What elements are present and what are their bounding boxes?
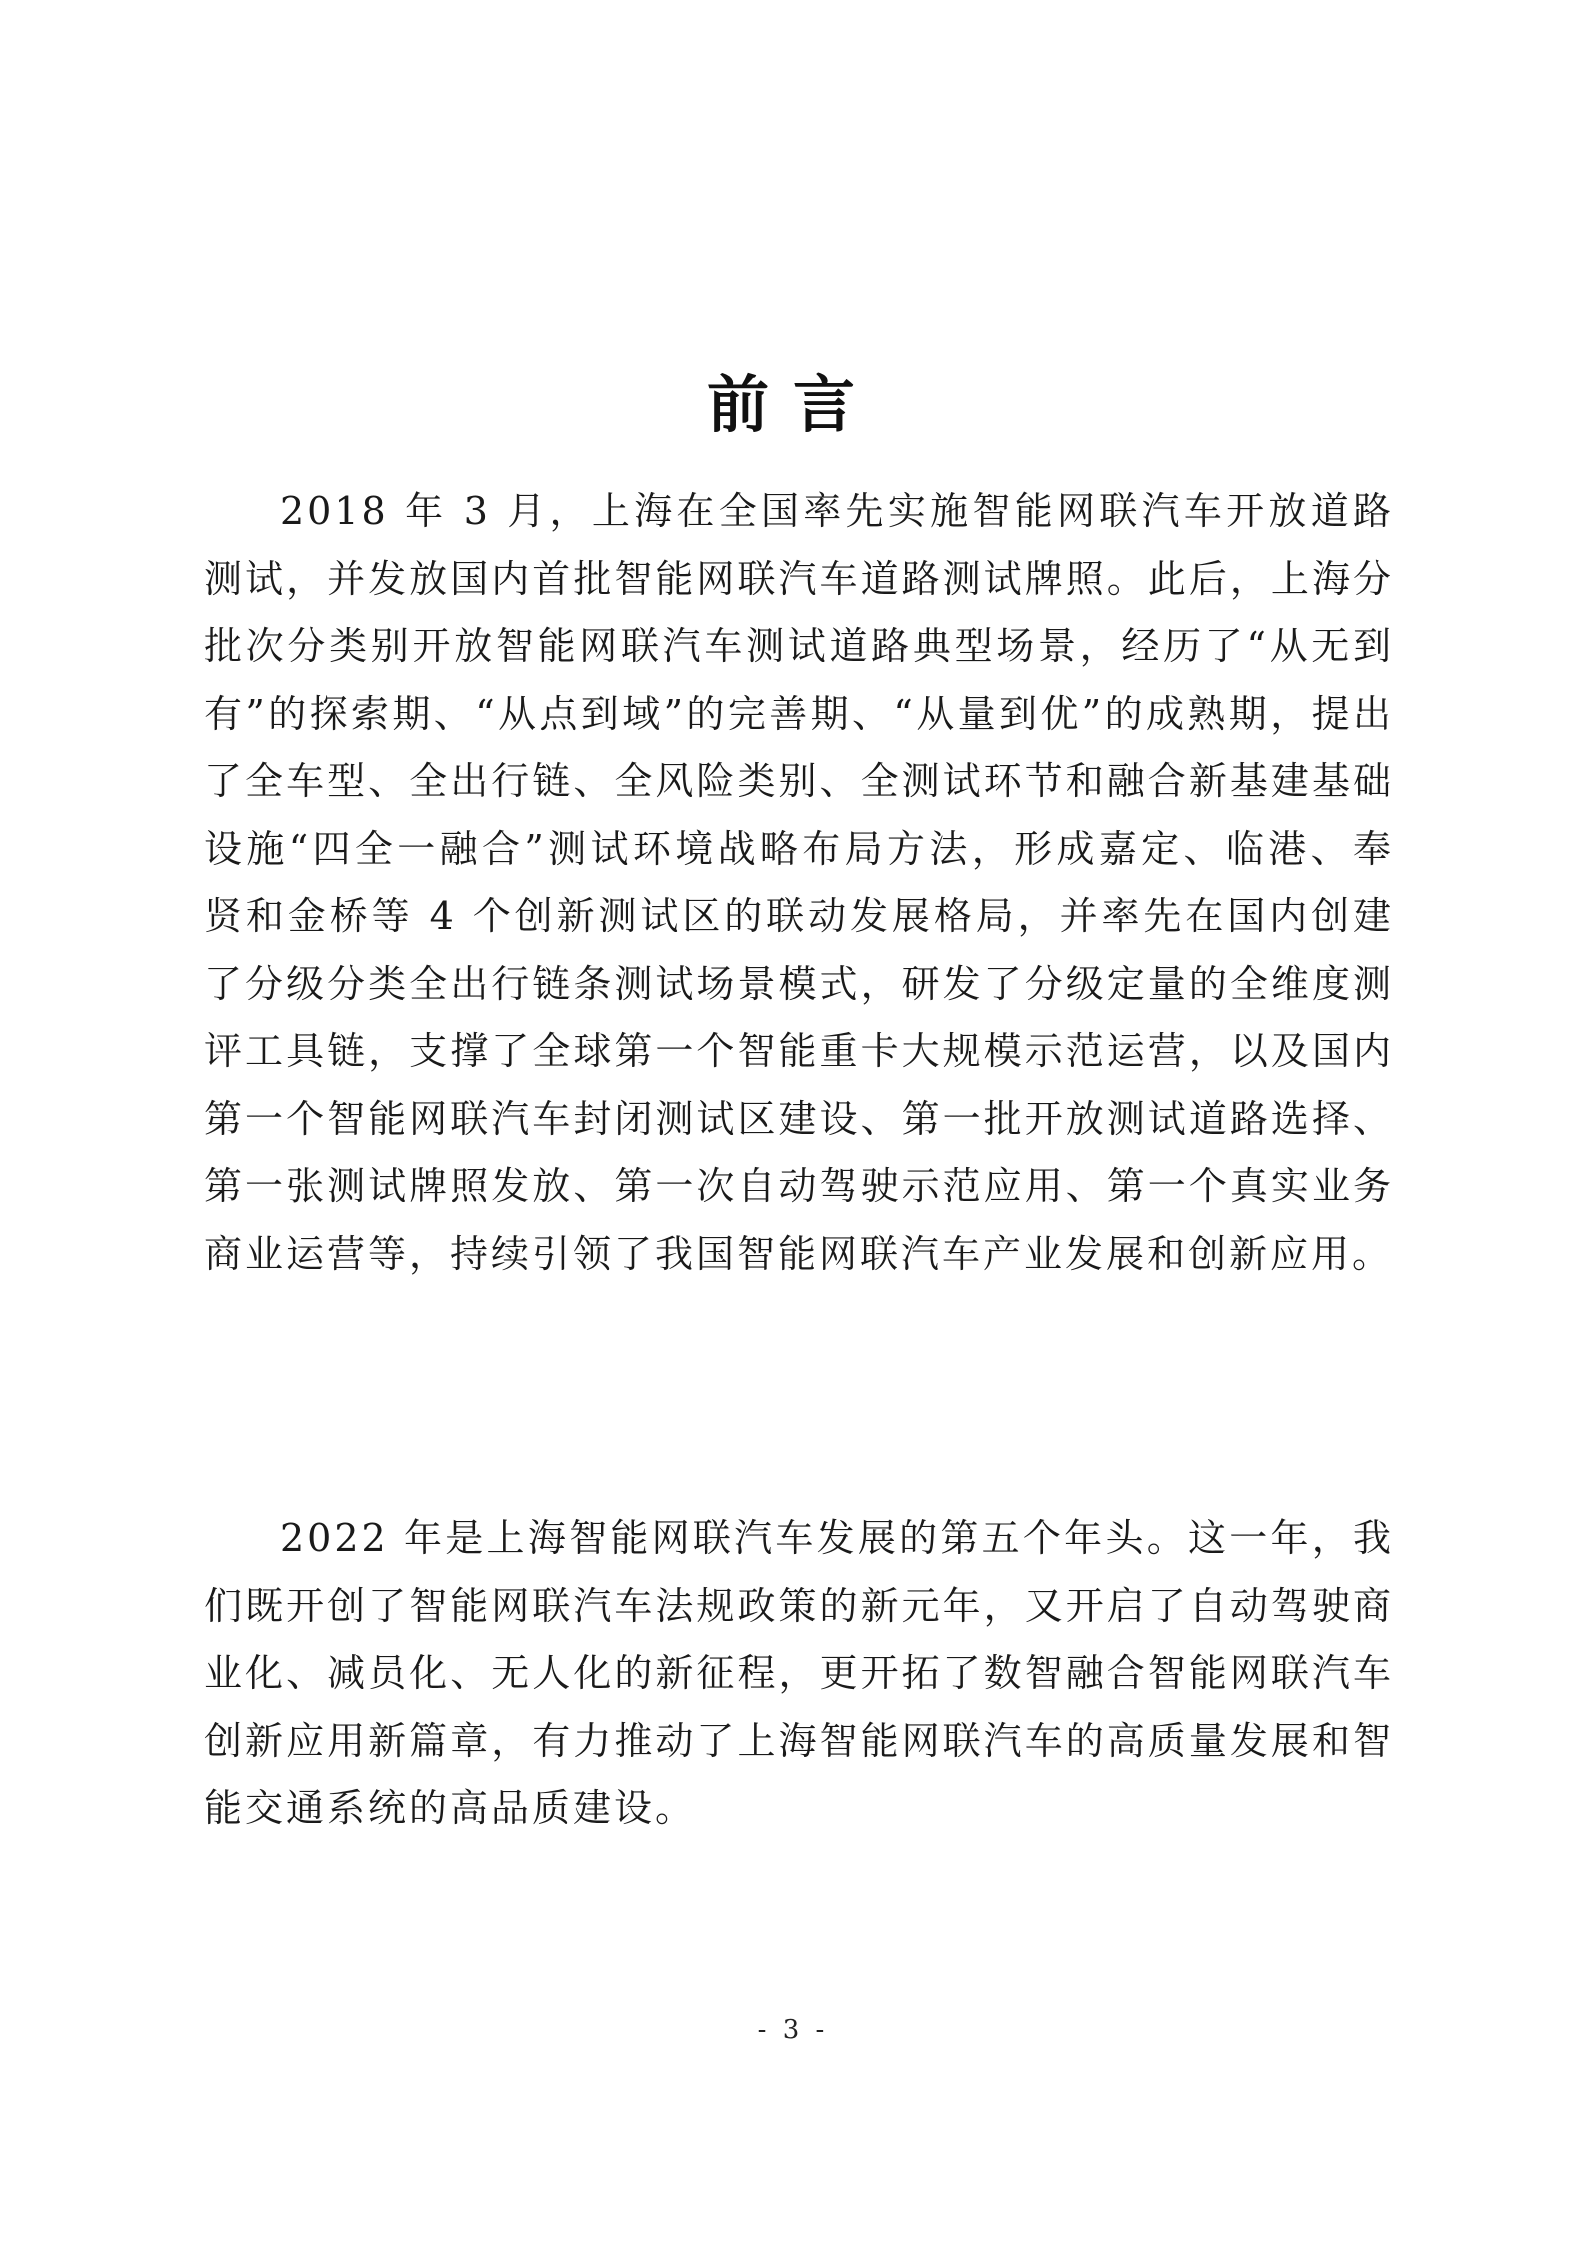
page-title: 前言	[706, 368, 879, 441]
paragraph-1: 2018 年 3 月，上海在全国率先实施智能网联汽车开放道路测试，并发放国内首批智能网联汽车道路测试牌照。此后，上海分批次分类别开放智能网联汽车测试道路典型场景，经历了“从无到有”的探索期、“从点到域”的完善期、“从量到优”的成熟期，提出了全车型、全出行链、全风险类别、全测试环节和融合新基建基础设施“四全一融合”测试环境战略布局方法，形成嘉定、临港、奉贤和金桥等 4 个创新测试区的联动发展格局，并率先在国内创建了分级分类全出行链条测试场景模式，研发了分级定量的全维度测评工具链，支撑了全球第一个智能重卡大规模示范运营，以及国内第一个智能网联汽车封闭测试区建设、第一批开放测试道路选择、第一张测试牌照发放、第一次自动驾驶示范应用、第一个真实业务商业运营等，持续引领了我国智能网联汽车产业发展和创新应用。	[204, 489, 1394, 1276]
page-number: - 3 -	[757, 2015, 829, 2045]
paragraph-2: 2022 年是上海智能网联汽车发展的第五个年头。这一年，我们既开创了智能网联汽车法规政策的新元年，又开启了自动驾驶商业化、减员化、无人化的新征程，更开拓了数智融合智能网联汽车创新应用新篇章，有力推动了上海智能网联汽车的高质量发展和智能交通系统的高品质建设。	[204, 1516, 1394, 1830]
